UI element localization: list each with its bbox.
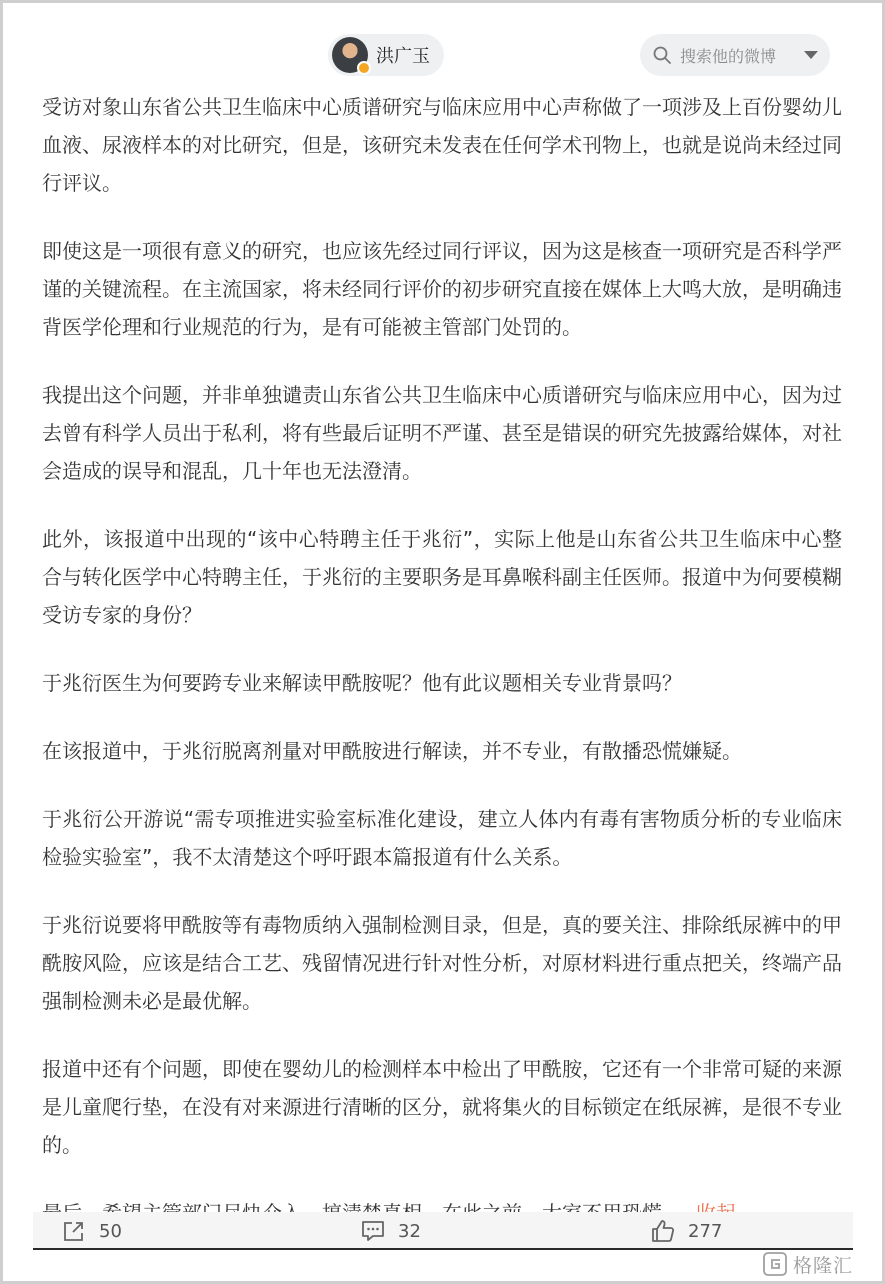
post-paragraph: 报道中还有个问题，即使在婴幼儿的检测样本中检出了甲酰胺，它还有一个非常可疑的来源是儿童爬行垫，在没有对来源进行清晰的区分，就将集火的目标锁定在纸尿裤，是很不专业的。	[42, 1057, 842, 1157]
verified-badge-icon	[357, 61, 371, 75]
comment-button[interactable]	[360, 1216, 421, 1246]
action-bar	[33, 1212, 853, 1250]
watermark	[762, 1247, 853, 1281]
watermark-text: 格隆汇	[793, 1254, 854, 1277]
post-paragraph: 受访对象山东省公共卫生临床中心质谱研究与临床应用中心声称做了一项涉及上百份婴幼儿血液、尿液样本的对比研究，但是，该研究未发表在任何学术刊物上，也就是说尚未经过同行评议。	[42, 95, 842, 195]
share-count: 50	[99, 1220, 122, 1242]
like-button[interactable]	[650, 1216, 722, 1246]
comment-icon	[360, 1218, 386, 1244]
comment-count: 32	[398, 1220, 421, 1242]
search-icon	[652, 45, 672, 65]
post-paragraph: 于兆衍医生为何要跨专业来解读甲酰胺呢？他有此议题相关专业背景吗？	[42, 671, 682, 695]
user-name[interactable]: 洪广玉	[376, 46, 430, 67]
user-profile-pill[interactable]	[328, 34, 444, 76]
post-body	[42, 88, 842, 1232]
avatar[interactable]	[332, 37, 368, 73]
post-paragraph: 即使这是一项很有意义的研究，也应该先经过同行评议，因为这是核查一项研究是否科学严谨的关键流程。在主流国家，将未经同行评价的初步研究直接在媒体上大鸣大放，是明确违背医学伦理和行业规范的行为，是有可能被主管部门处罚的。	[42, 239, 842, 339]
gelonghui-logo-icon	[762, 1251, 788, 1277]
share-button[interactable]	[61, 1216, 122, 1246]
post-paragraph: 我提出这个问题，并非单独谴责山东省公共卫生临床中心质谱研究与临床应用中心，因为过去曾有科学人员出于私利，将有些最后证明不严谨、甚至是错误的研究先披露给媒体，对社会造成的误导和混乱，几十年也无法澄清。	[42, 383, 842, 483]
chevron-down-icon[interactable]	[804, 51, 818, 59]
thumbs-up-icon	[650, 1218, 676, 1244]
like-count: 277	[688, 1220, 723, 1242]
post-paragraph: 于兆衍说要将甲酰胺等有毒物质纳入强制检测目录，但是，真的要关注、排除纸尿裤中的甲酰胺风险，应该是结合工艺、残留情况进行针对性分析，对原材料进行重点把关，终端产品强制检测未必是最优解。	[42, 913, 842, 1013]
search-input[interactable]: 搜索他的微博	[680, 46, 777, 66]
post-paragraph: 此外，该报道中出现的“该中心特聘主任于兆衍”，实际上他是山东省公共卫生临床中心整合与转化医学中心特聘主任，于兆衍的主要职务是耳鼻喉科副主任医师。报道中为何要模糊受访专家的身份？	[42, 527, 842, 627]
post-paragraph: 在该报道中，于兆衍脱离剂量对甲酰胺进行解读，并不专业，有散播恐慌嫌疑。	[42, 739, 742, 763]
post-paragraph: 于兆衍公开游说“需专项推进实验室标准化建设，建立人体内有毒有害物质分析的专业临床检验实验室”，我不太清楚这个呼吁跟本篇报道有什么关系。	[42, 807, 842, 869]
header	[0, 30, 885, 80]
share-icon	[61, 1218, 87, 1244]
search-box[interactable]	[640, 34, 830, 76]
